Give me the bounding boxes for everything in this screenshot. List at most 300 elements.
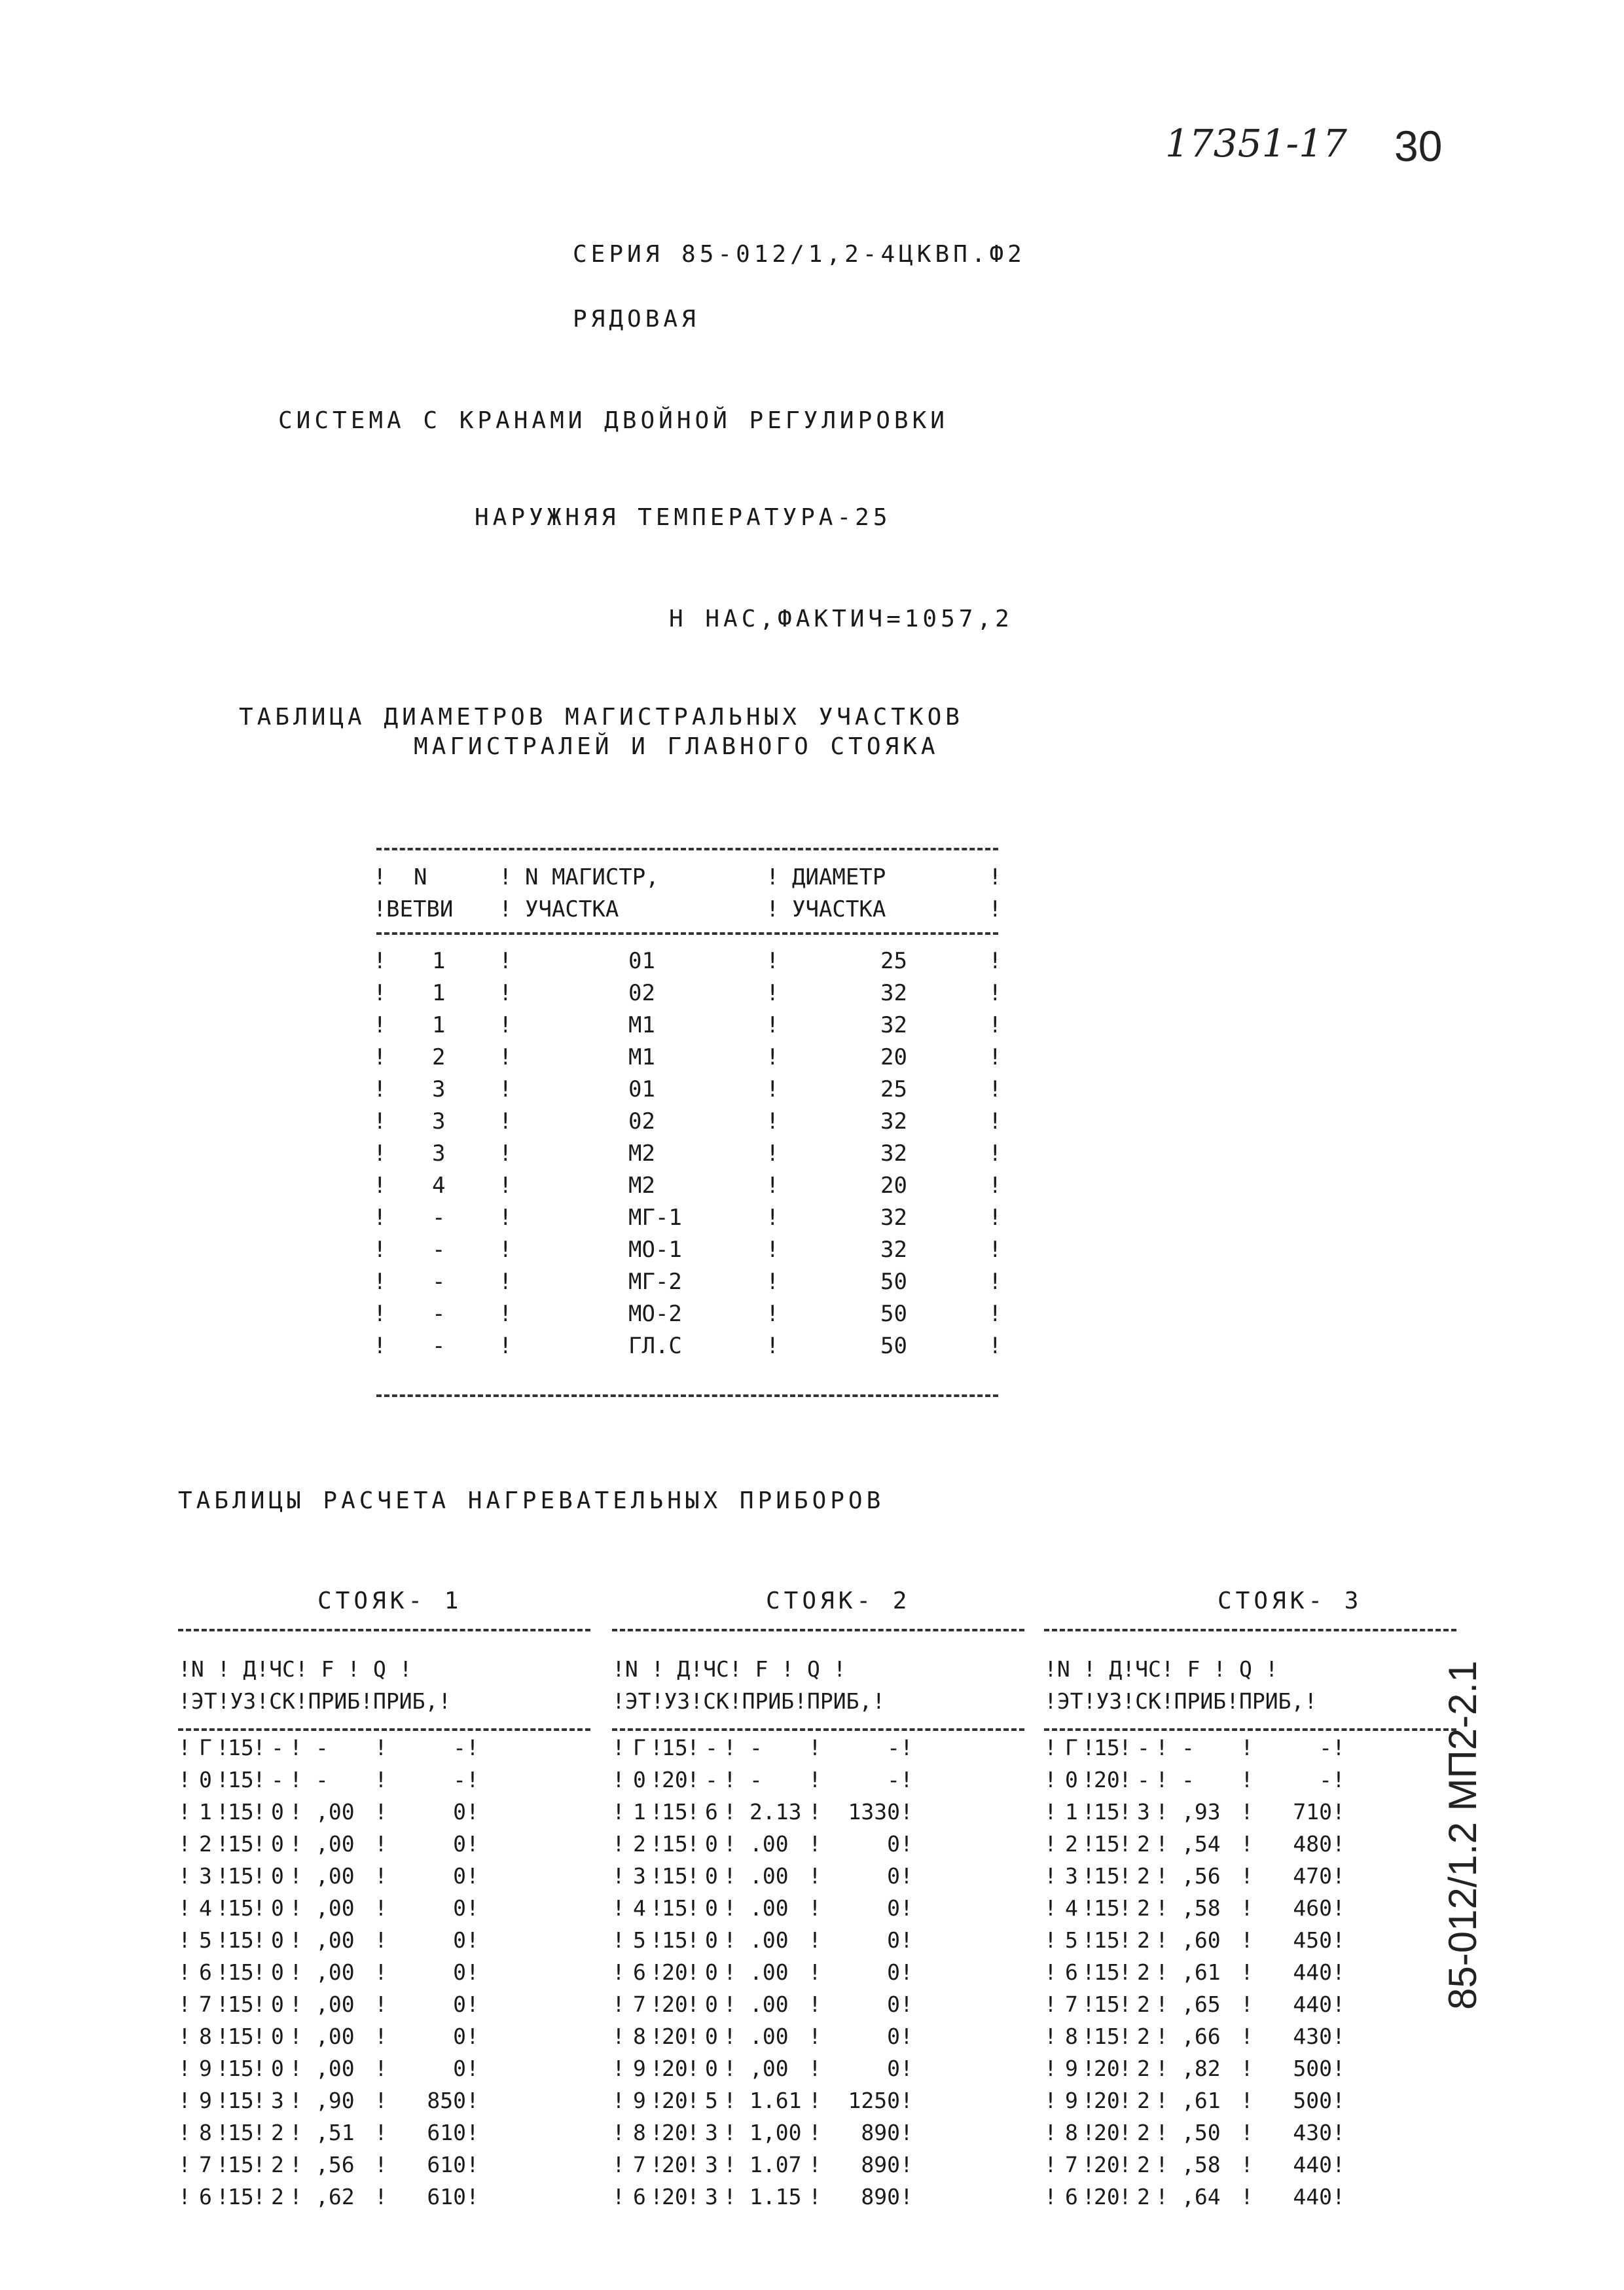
border-mark: ! — [289, 1895, 302, 1921]
border-mark: ! — [1082, 2184, 1095, 2209]
heater-power-cell: - — [453, 1767, 466, 1792]
heater-power-cell: 0 — [887, 1831, 900, 1857]
border-mark: ! — [723, 1991, 736, 2017]
border-mark: ! — [900, 2088, 913, 2113]
segment-number-cell: М1 — [628, 1012, 655, 1038]
border-mark: ! — [466, 1735, 479, 1760]
border-mark: ! — [253, 1927, 266, 1953]
border-mark: ! — [1240, 2088, 1254, 2113]
border-mark: ! — [723, 2120, 736, 2145]
heater-area-cell: ,65 — [1182, 1991, 1221, 2017]
riser-1-table — [178, 1656, 597, 2216]
border-mark: ! — [1119, 1863, 1132, 1889]
border-mark: ! — [808, 1831, 821, 1857]
border-mark: ! — [723, 1831, 736, 1857]
heater-area-cell: ,90 — [316, 2088, 355, 2113]
heater-power-cell: 450 — [1293, 1927, 1332, 1953]
border-mark: ! — [1332, 1959, 1345, 1985]
table-row — [178, 1959, 597, 1991]
diameter-cell: 20 — [880, 1172, 907, 1199]
border-mark: ! — [1082, 2120, 1095, 2145]
heater-power-cell: 890 — [861, 2120, 900, 2145]
heater-area-cell: ,00 — [316, 2056, 355, 2081]
border-mark: ! — [1119, 1799, 1132, 1825]
border-mark: ! — [1082, 2056, 1095, 2081]
border-mark: ! — [1240, 1959, 1254, 1985]
section-count-cell: 0 — [271, 2056, 284, 2081]
node-cell: 15 — [228, 1799, 254, 1825]
border-mark: ! — [1332, 1767, 1345, 1792]
heater-power-cell: 0 — [453, 1831, 466, 1857]
border-mark: ! — [988, 896, 1002, 922]
heater-power-cell: 0 — [887, 1927, 900, 1953]
border-mark: ! — [216, 1767, 229, 1792]
border-mark: ! — [466, 1767, 479, 1792]
border-mark: ! — [612, 1991, 625, 2017]
border-mark: ! — [1332, 1831, 1345, 1857]
heater-area-cell: 1.61 — [749, 2088, 802, 2113]
border-mark: ! — [723, 2024, 736, 2049]
border-mark: ! — [808, 2152, 821, 2177]
page-number: 30 — [1394, 122, 1443, 170]
node-cell: 15 — [662, 1927, 688, 1953]
border-mark: ! — [289, 1991, 302, 2017]
border-mark: ! — [289, 1735, 302, 1760]
border-mark: ! — [988, 1172, 1002, 1199]
border-mark: ! — [1155, 1895, 1168, 1921]
heater-table-header-1: !N ! Д!ЧС! F ! Q ! — [178, 1656, 412, 1682]
border-mark: ! — [374, 2088, 388, 2113]
border-mark: ! — [466, 1831, 479, 1857]
border-mark: ! — [373, 1044, 387, 1070]
heater-power-cell: 890 — [861, 2152, 900, 2177]
table-row — [178, 2056, 597, 2088]
floor-cell: 2 — [633, 1831, 646, 1857]
node-cell: 15 — [228, 1959, 254, 1985]
node-cell: 20 — [662, 1767, 688, 1792]
section-count-cell: 2 — [1137, 1863, 1150, 1889]
table-row — [178, 1767, 597, 1799]
system-title: СИСТЕМА С КРАНАМИ ДВОЙНОЙ РЕГУЛИРОВКИ — [278, 407, 948, 434]
border-mark: ! — [499, 948, 513, 974]
border-mark: ! — [1044, 2120, 1057, 2145]
border-mark: ! — [1240, 2152, 1254, 2177]
heater-area-cell: ,00 — [316, 1991, 355, 2017]
border-mark: ! — [499, 1333, 513, 1359]
heater-power-cell: 0 — [453, 1959, 466, 1985]
floor-cell: 7 — [199, 2152, 212, 2177]
node-cell: 20 — [1094, 2088, 1120, 2113]
border-mark: ! — [1119, 1959, 1132, 1985]
border-mark: ! — [988, 1237, 1002, 1263]
border-mark: ! — [1155, 2088, 1168, 2113]
border-mark: ! — [650, 1991, 663, 2017]
heater-power-cell: 0 — [453, 1895, 466, 1921]
heater-area-cell: .00 — [749, 1959, 789, 1985]
heater-area-cell: ,00 — [316, 1895, 355, 1921]
table-row — [1044, 1863, 1463, 1895]
document-code: 17351-17 — [1165, 121, 1347, 166]
node-cell: 20 — [662, 2056, 688, 2081]
node-cell: 20 — [1094, 2184, 1120, 2209]
border-mark: ! — [612, 2152, 625, 2177]
section-count-cell: 2 — [1137, 2088, 1150, 2113]
branch-number-cell: 2 — [432, 1044, 446, 1070]
border-mark: ! — [808, 1927, 821, 1953]
border-mark: ! — [766, 1140, 780, 1167]
floor-cell: 3 — [199, 1863, 212, 1889]
floor-cell: 0 — [633, 1767, 646, 1792]
segment-number-cell: 02 — [628, 1108, 655, 1135]
branch-number-cell: - — [432, 1333, 446, 1359]
series-title: СЕРИЯ 85-012/1,2-4ЦКВП.Ф2 — [573, 241, 1026, 268]
node-cell: 15 — [228, 2184, 254, 2209]
border-mark: ! — [1240, 1991, 1254, 2017]
border-mark: ! — [1044, 1831, 1057, 1857]
border-mark: ! — [374, 1831, 388, 1857]
heater-table-header-row-2 — [612, 1688, 1031, 1720]
section-count-cell: 3 — [705, 2184, 718, 2209]
floor-cell: 5 — [633, 1927, 646, 1953]
border-mark: ! — [612, 2184, 625, 2209]
border-mark: ! — [1155, 1799, 1168, 1825]
table-row — [178, 2184, 597, 2216]
diameter-table-header-row-2 — [373, 896, 1001, 928]
diameter-cell: 20 — [880, 1044, 907, 1070]
node-cell: 20 — [1094, 1767, 1120, 1792]
border-mark: ! — [687, 2184, 700, 2209]
heater-area-cell: ,58 — [1182, 2152, 1221, 2177]
border-mark: ! — [1240, 2184, 1254, 2209]
border-mark: ! — [1044, 2184, 1057, 2209]
floor-cell: 0 — [199, 1767, 212, 1792]
border-mark: ! — [466, 1799, 479, 1825]
heater-area-cell: 1.15 — [749, 2184, 802, 2209]
border-mark: ! — [1044, 1927, 1057, 1953]
section-count-cell: 3 — [1137, 1799, 1150, 1825]
floor-cell: 1 — [199, 1799, 212, 1825]
heater-area-cell: .00 — [749, 1927, 789, 1953]
border-mark: ! — [253, 2120, 266, 2145]
table-row — [612, 1959, 1031, 1991]
section-count-cell: 2 — [1137, 2120, 1150, 2145]
border-mark: ! — [988, 1140, 1002, 1167]
border-mark: ! — [178, 2152, 191, 2177]
segment-number-cell: М2 — [628, 1172, 655, 1199]
section-count-cell: 0 — [705, 1959, 718, 1985]
border-mark: ! — [723, 1767, 736, 1792]
node-cell: 20 — [1094, 2120, 1120, 2145]
border-mark: ! — [374, 1767, 388, 1792]
heater-area-cell: ,66 — [1182, 2024, 1221, 2049]
section-count-cell: 0 — [705, 1831, 718, 1857]
border-mark: ! — [289, 2184, 302, 2209]
border-mark: ! — [687, 1927, 700, 1953]
border-mark: ! — [650, 2152, 663, 2177]
border-mark: ! — [1119, 1991, 1132, 2017]
floor-cell: Г — [199, 1735, 212, 1760]
heater-table-header-row-1 — [612, 1656, 1031, 1688]
floor-cell: 9 — [199, 2088, 212, 2113]
table-row — [612, 2056, 1031, 2088]
border-mark: ! — [289, 2152, 302, 2177]
heater-table-header-2: !ЭТ!УЗ!СК!ПРИБ!ПРИБ,! — [1044, 1688, 1318, 1714]
heater-power-cell: 0 — [453, 1799, 466, 1825]
branch-number-cell: - — [432, 1269, 446, 1295]
border-mark: ! — [178, 1927, 191, 1953]
heater-area-cell: ,00 — [316, 1863, 355, 1889]
border-mark: ! — [1044, 2152, 1057, 2177]
border-mark: ! — [1155, 1831, 1168, 1857]
border-mark: ! — [499, 1108, 513, 1135]
heater-area-cell: 2.13 — [749, 1799, 802, 1825]
border-mark: ! — [1119, 2152, 1132, 2177]
riser-1-label: СТОЯК- 1 — [317, 1588, 463, 1614]
table-row — [178, 1863, 597, 1895]
border-mark: ! — [1082, 1991, 1095, 2017]
table-row — [1044, 2088, 1463, 2120]
heater-table-header-row-1 — [1044, 1656, 1463, 1688]
border-mark: ! — [1155, 2024, 1168, 2049]
floor-cell: Г — [1065, 1735, 1078, 1760]
heater-area-cell: ,00 — [316, 2024, 355, 2049]
border-mark: ! — [723, 2056, 736, 2081]
border-mark: ! — [253, 2088, 266, 2113]
border-mark: ! — [1155, 2056, 1168, 2081]
border-mark: ! — [1119, 2088, 1132, 2113]
heater-area-cell: ,61 — [1182, 1959, 1221, 1985]
border-mark: ! — [808, 1895, 821, 1921]
heater-power-cell: 610 — [427, 2120, 466, 2145]
border-mark: ! — [374, 1927, 388, 1953]
border-mark: ! — [466, 2088, 479, 2113]
riser-2-top-rule — [612, 1629, 1024, 1631]
border-mark: ! — [373, 896, 387, 922]
node-cell: 20 — [662, 2120, 688, 2145]
table-row — [178, 2120, 597, 2152]
border-mark: ! — [289, 2088, 302, 2113]
border-mark: ! — [1119, 1767, 1132, 1792]
riser-3-top-rule — [1044, 1629, 1456, 1631]
diameter-table-header-row-1 — [373, 864, 1001, 896]
heater-area-cell: ,61 — [1182, 2088, 1221, 2113]
border-mark: ! — [216, 1927, 229, 1953]
border-mark: ! — [253, 2152, 266, 2177]
heater-area-cell: .00 — [749, 1831, 789, 1857]
border-mark: ! — [1155, 1991, 1168, 2017]
border-mark: ! — [723, 1927, 736, 1953]
border-mark: ! — [466, 2184, 479, 2209]
border-mark: ! — [808, 1991, 821, 2017]
table-row — [373, 1172, 1001, 1205]
border-mark: ! — [1044, 1959, 1057, 1985]
border-mark: ! — [900, 1927, 913, 1953]
border-mark: ! — [766, 1172, 780, 1199]
border-mark: ! — [687, 1735, 700, 1760]
heater-area-cell: ,82 — [1182, 2056, 1221, 2081]
heater-area-cell: ,56 — [1182, 1863, 1221, 1889]
side-stamp: 85-012/1.2 МП2-2.1 — [1441, 1660, 1485, 2010]
section-count-cell: 2 — [1137, 2184, 1150, 2209]
heater-area-cell: ,64 — [1182, 2184, 1221, 2209]
border-mark: ! — [1082, 1767, 1095, 1792]
table-row — [1044, 2024, 1463, 2056]
border-mark: ! — [766, 1076, 780, 1102]
diameter-table-subtitle: МАГИСТРАЛЕЙ И ГЛАВНОГО СТОЯКА — [414, 733, 939, 760]
heater-power-cell: - — [887, 1735, 900, 1760]
border-mark: ! — [373, 864, 387, 890]
heater-power-cell: 0 — [453, 2056, 466, 2081]
heater-power-cell: 440 — [1293, 2152, 1332, 2177]
table-row — [373, 1237, 1001, 1269]
border-mark: ! — [466, 1927, 479, 1953]
border-mark: ! — [1332, 2088, 1345, 2113]
border-mark: ! — [1082, 1735, 1095, 1760]
heater-area-cell: ,56 — [316, 2152, 355, 2177]
table-row — [612, 1991, 1031, 2024]
heater-area-cell: - — [1182, 1735, 1195, 1760]
table-row — [373, 1140, 1001, 1172]
border-mark: ! — [289, 2024, 302, 2049]
section-count-cell: - — [271, 1767, 284, 1792]
border-mark: ! — [374, 2024, 388, 2049]
border-mark: ! — [373, 1269, 387, 1295]
border-mark: ! — [499, 1172, 513, 1199]
node-cell: 15 — [662, 1895, 688, 1921]
heater-power-cell: 610 — [427, 2152, 466, 2177]
border-mark: ! — [373, 1076, 387, 1102]
node-cell: 20 — [662, 2024, 688, 2049]
border-mark: ! — [373, 1205, 387, 1231]
section-count-cell: 2 — [1137, 1831, 1150, 1857]
segment-number-cell: М2 — [628, 1140, 655, 1167]
node-cell: 20 — [1094, 2056, 1120, 2081]
border-mark: ! — [766, 1108, 780, 1135]
heater-area-cell: ,00 — [316, 1799, 355, 1825]
heater-power-cell: 0 — [887, 1991, 900, 2017]
section-count-cell: - — [705, 1735, 718, 1760]
border-mark: ! — [178, 1959, 191, 1985]
section-count-cell: 3 — [705, 2120, 718, 2145]
table-row — [178, 2152, 597, 2184]
section-count-cell: 0 — [705, 2024, 718, 2049]
node-cell: 20 — [662, 1991, 688, 2017]
border-mark: ! — [374, 2184, 388, 2209]
border-mark: ! — [612, 1735, 625, 1760]
border-mark: ! — [808, 1799, 821, 1825]
border-mark: ! — [216, 2056, 229, 2081]
section-count-cell: 0 — [271, 1831, 284, 1857]
section-count-cell: 0 — [705, 1927, 718, 1953]
border-mark: ! — [988, 1301, 1002, 1327]
border-mark: ! — [723, 1799, 736, 1825]
heater-power-cell: 440 — [1293, 1991, 1332, 2017]
segment-number-cell: 02 — [628, 980, 655, 1006]
border-mark: ! — [466, 1959, 479, 1985]
heater-area-cell: - — [316, 1735, 329, 1760]
heater-power-cell: - — [1319, 1767, 1332, 1792]
border-mark: ! — [178, 2120, 191, 2145]
border-mark: ! — [466, 1863, 479, 1889]
border-mark: ! — [1082, 2152, 1095, 2177]
table-row — [373, 1269, 1001, 1301]
section-count-cell: 2 — [271, 2184, 284, 2209]
branch-number-cell: 1 — [432, 980, 446, 1006]
heater-power-cell: 1250 — [848, 2088, 900, 2113]
border-mark: ! — [900, 1767, 913, 1792]
heater-power-cell: 430 — [1293, 2024, 1332, 2049]
border-mark: ! — [1240, 2120, 1254, 2145]
segment-number-cell: ГЛ.С — [628, 1333, 682, 1359]
table-row — [1044, 1959, 1463, 1991]
border-mark: ! — [988, 1269, 1002, 1295]
border-mark: ! — [612, 2088, 625, 2113]
table-row — [373, 1205, 1001, 1237]
border-mark: ! — [253, 2024, 266, 2049]
border-mark: ! — [253, 1799, 266, 1825]
border-mark: ! — [612, 2056, 625, 2081]
border-mark: ! — [1240, 1799, 1254, 1825]
segment-number-cell: М1 — [628, 1044, 655, 1070]
node-cell: 15 — [1094, 1831, 1120, 1857]
heater-area-cell: ,93 — [1182, 1799, 1221, 1825]
node-cell: 15 — [662, 1735, 688, 1760]
heater-power-cell: 0 — [453, 1927, 466, 1953]
border-mark: ! — [178, 1863, 191, 1889]
table-row — [612, 1895, 1031, 1927]
heater-table-header-row-2 — [1044, 1688, 1463, 1720]
heater-power-cell: 430 — [1293, 2120, 1332, 2145]
border-mark: ! — [808, 2120, 821, 2145]
node-cell: 15 — [228, 2024, 254, 2049]
branch-number-cell: - — [432, 1205, 446, 1231]
heater-power-cell: 710 — [1293, 1799, 1332, 1825]
table-row — [612, 1927, 1031, 1959]
node-cell: 15 — [228, 2152, 254, 2177]
border-mark: ! — [373, 980, 387, 1006]
heater-area-cell: 1,00 — [749, 2120, 802, 2145]
header-segment: УЧАСТКА — [525, 896, 619, 922]
node-cell: 15 — [1094, 1863, 1120, 1889]
segment-number-cell: МО-1 — [628, 1237, 682, 1263]
border-mark: ! — [1119, 2120, 1132, 2145]
border-mark: ! — [178, 1991, 191, 2017]
border-mark: ! — [1044, 1799, 1057, 1825]
table-row — [373, 1076, 1001, 1108]
border-mark: ! — [178, 1735, 191, 1760]
border-mark: ! — [289, 1959, 302, 1985]
border-mark: ! — [650, 2120, 663, 2145]
border-mark: ! — [808, 2088, 821, 2113]
border-mark: ! — [373, 1012, 387, 1038]
section-count-cell: 0 — [705, 2056, 718, 2081]
border-mark: ! — [650, 1767, 663, 1792]
border-mark: ! — [253, 1735, 266, 1760]
floor-cell: 8 — [633, 2120, 646, 2145]
border-mark: ! — [253, 1959, 266, 1985]
border-mark: ! — [1155, 1959, 1168, 1985]
floor-cell: 7 — [1065, 2152, 1078, 2177]
border-mark: ! — [373, 1237, 387, 1263]
floor-cell: 9 — [1065, 2088, 1078, 2113]
border-mark: ! — [612, 1895, 625, 1921]
table-row — [178, 2088, 597, 2120]
heater-area-cell: .00 — [749, 1863, 789, 1889]
floor-cell: 7 — [633, 1991, 646, 2017]
border-mark: ! — [1155, 1863, 1168, 1889]
segment-number-cell: МГ-2 — [628, 1269, 682, 1295]
border-mark: ! — [1044, 1895, 1057, 1921]
